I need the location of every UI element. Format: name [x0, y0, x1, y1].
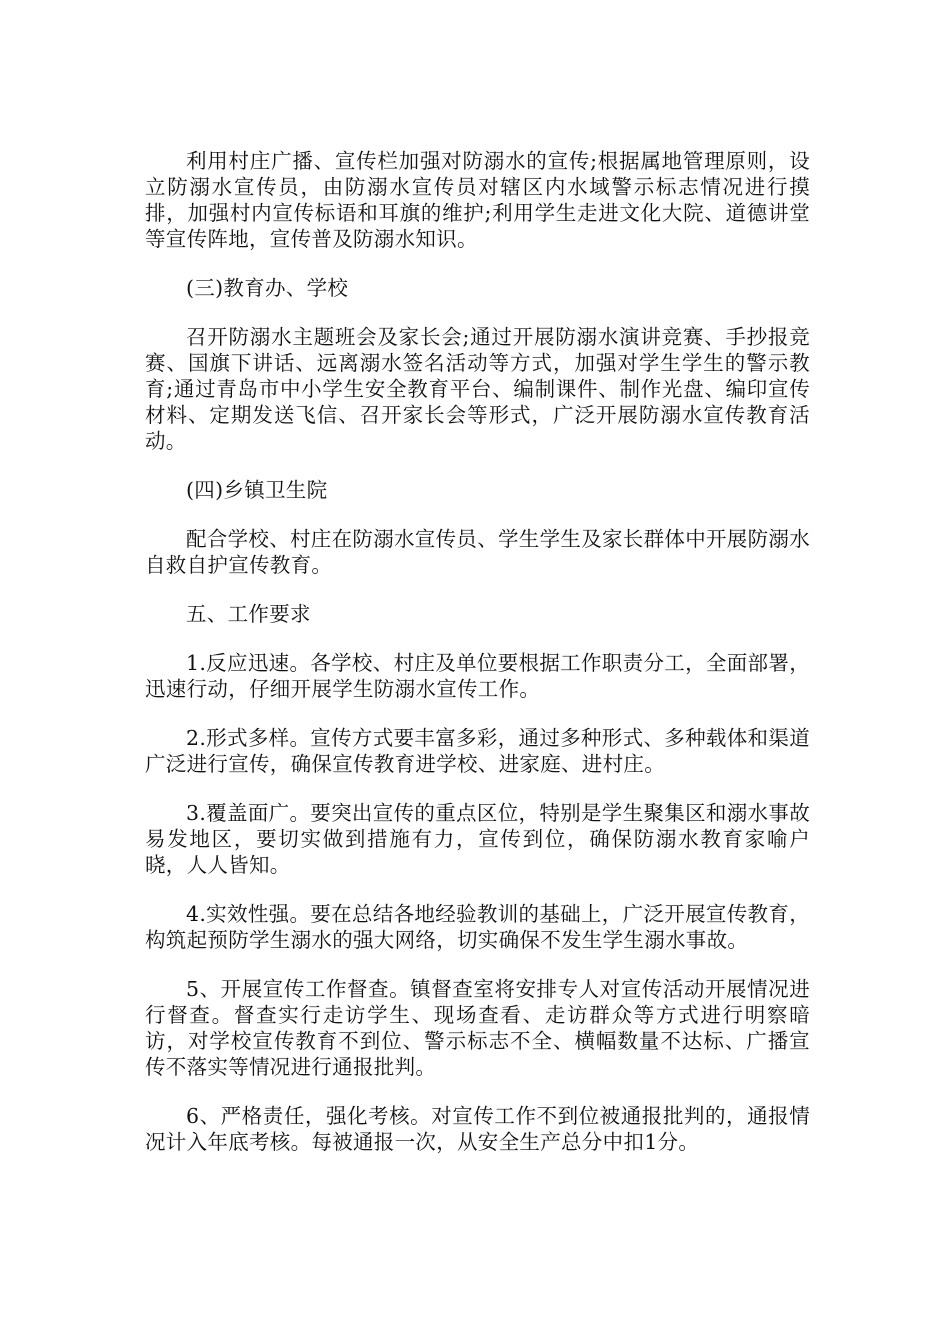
paragraph-school-activities: 召开防溺水主题班会及家长会;通过开展防溺水演讲竞赛、手抄报竞赛、国旗下讲话、远离溺水签名活动等方式，加强对学生学生的警示教育;通过青岛市中小学生安全教育平台、编制课件、制作光盘、编印宣传材料、定期发送飞信、召开家长会等形式，广泛开展防溺水宣传教育活动。 — [145, 325, 810, 453]
requirement-item-6: 6、严格责任，强化考核。对宣传工作不到位被通报批判的，通报情况计入年底考核。每被通报一次，从安全生产总分中扣1分。 — [145, 1104, 810, 1154]
requirement-item-2: 2.形式多样。宣传方式要丰富多彩，通过多种形式、多种载体和渠道广泛进行宣传，确保宣传教育进学校、进家庭、进村庄。 — [145, 726, 810, 776]
paragraph-village-publicity: 利用村庄广播、宣传栏加强对防溺水的宣传;根据属地管理原则，设立防溺水宣传员，由防溺水宣传员对辖区内水域警示标志情况进行摸排，加强村内宣传标语和耳旗的维护;利用学生走进文化大院、道德讲堂等宣传阵地，宣传普及防溺水知识。 — [145, 149, 810, 251]
heading-health-center: (四)乡镇卫生院 — [186, 478, 328, 502]
requirement-item-5: 5、开展宣传工作督查。镇督查室将安排专人对宣传活动开展情况进行督查。督查实行走访学生、现场查看、走访群众等方式进行明察暗访，对学校宣传教育不到位、警示标志不全、横幅数量不达标、广播宣传不落实等情况进行通报批判。 — [145, 977, 810, 1079]
requirement-item-3: 3.覆盖面广。要突出宣传的重点区位，特别是学生聚集区和溺水事故易发地区，要切实做到措施有力，宣传到位，确保防溺水教育家喻户晓，人人皆知。 — [145, 801, 810, 877]
paragraph-health-center: 配合学校、村庄在防溺水宣传员、学生学生及家长群体中开展防溺水自救自护宣传教育。 — [145, 527, 810, 577]
requirement-item-4: 4.实效性强。要在总结各地经验教训的基础上，广泛开展宣传教育，构筑起预防学生溺水的强大网络，切实确保不发生学生溺水事故。 — [145, 902, 810, 952]
heading-education-office: (三)教育办、学校 — [186, 276, 349, 300]
heading-work-requirements: 五、工作要求 — [186, 602, 311, 626]
document-page — [145, 148, 810, 1178]
requirement-item-1: 1.反应迅速。各学校、村庄及单位要根据工作职责分工，全面部署，迅速行动，仔细开展学生防溺水宣传工作。 — [145, 651, 810, 701]
